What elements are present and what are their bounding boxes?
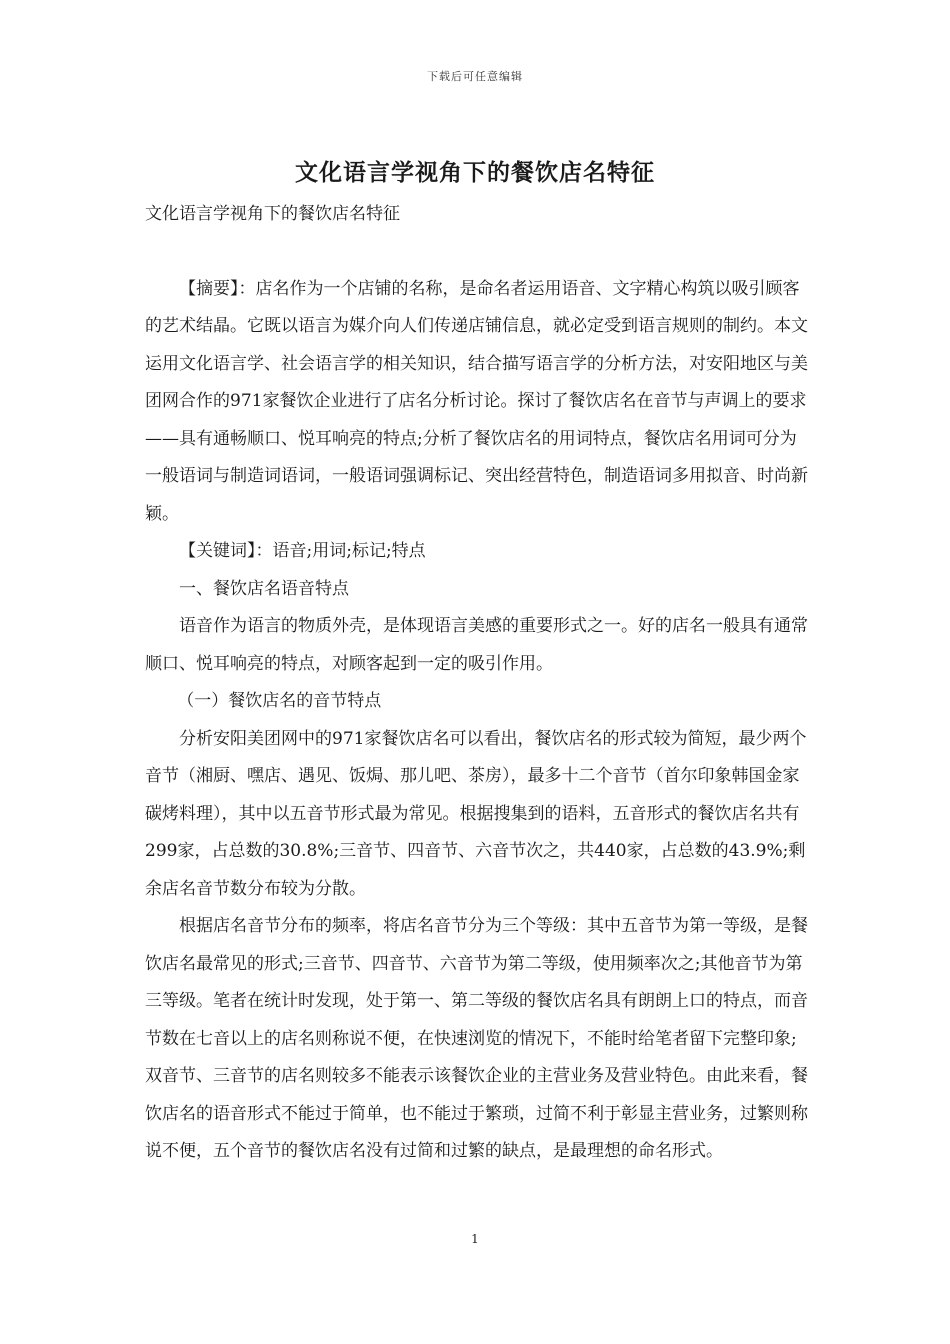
- subsection-heading: （一）餐饮店名的音节特点: [177, 691, 382, 711]
- header-note: 下载后可任意编辑: [427, 70, 523, 83]
- page-number: 1: [471, 1232, 479, 1246]
- keywords-line: 【关键词】：语音;用词;标记;特点: [179, 541, 426, 561]
- subtitle: 文化语言学视角下的餐饮店名特征: [145, 204, 400, 224]
- body-paragraph: 分析安阳美团网中的971家餐饮店名可以看出，餐饮店名的形式较为简短，最少两个音节（湘厨、嘿店、遇见、饭焗、那儿吧、茶房），最多十二个音节（首尔印象韩国金家碳烤料理），其中以五音节形式最为常见。根据搜集到的语料，五音形式的餐饮店名共有299家，占总数的30.8%;三音节、四音节、六音节次之，共440家，占总数的43.9%;剩余店名音节数分布较为分散。: [145, 728, 807, 899]
- document-title: 文化语言学视角下的餐饮店名特征: [295, 160, 655, 186]
- abstract-paragraph: 【摘要】：店名作为一个店铺的名称，是命名者运用语音、文字精心构筑以吸引顾客的艺术结晶。它既以语言为媒介向人们传递店铺信息，就必定受到语言规则的制约。本文运用文化语言学、社会语言学的相关知识，结合描写语言学的分析方法，对安阳地区与美团网合作的971家餐饮企业进行了店名分析讨论。探讨了餐饮店名在音节与声调上的要求——具有通畅顺口、悦耳响亮的特点;分析了餐饮店名的用词特点，餐饮店名用词可分为一般语词与制造词语词，一般语词强调标记、突出经营特色，制造语词多用拟音、时尚新颖。: [145, 278, 808, 524]
- body-paragraph: 语音作为语言的物质外壳，是体现语言美感的重要形式之一。好的店名一般具有通常顺口、悦耳响亮的特点，对顾客起到一定的吸引作用。: [145, 616, 808, 674]
- section-heading: 一、餐饮店名语音特点: [179, 578, 349, 599]
- document-body: [145, 196, 810, 1171]
- body-paragraph: 根据店名音节分布的频率，将店名音节分为三个等级：其中五音节为第一等级，是餐饮店名最常见的形式;三音节、四音节、六音节为第二等级，使用频率次之;其他音节为第三等级。笔者在统计时发现，处于第一、第二等级的餐饮店名具有朗朗上口的特点，而音节数在七音以上的店名则称说不便，在快速浏览的情况下，不能时给笔者留下完整印象;双音节、三音节的店名则较多不能表示该餐饮企业的主营业务及营业特色。由此来看，餐饮店名的语音形式不能过于简单，也不能过于繁琐，过简不利于彰显主营业务，过繁则称说不便，五个音节的餐饮店名没有过简和过繁的缺点，是最理想的命名形式。: [145, 916, 808, 1161]
